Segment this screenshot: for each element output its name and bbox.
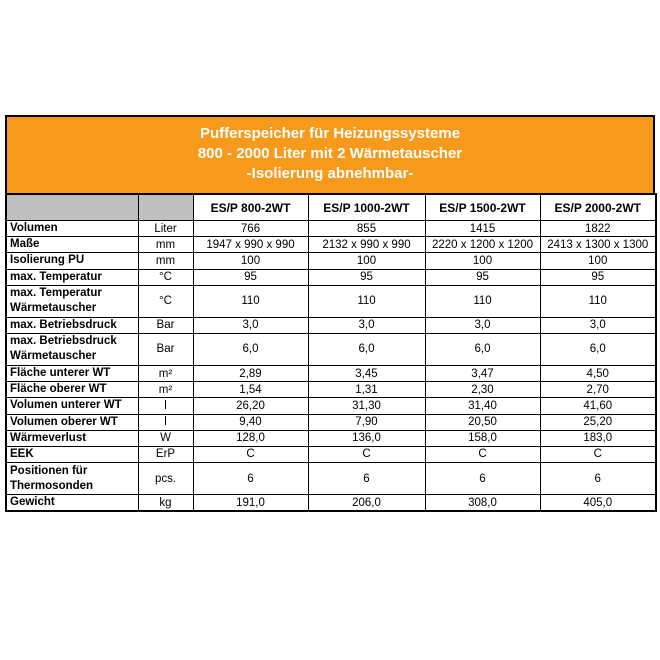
table-cell: 41,60 [540, 398, 656, 414]
row-label-line: Positionen für [10, 464, 88, 477]
row-unit: mm [138, 253, 193, 269]
table-cell: 31,30 [308, 398, 425, 414]
table-row [6, 382, 656, 398]
row-label-line: Fläche unterer WT [10, 367, 111, 380]
table-cell: 2,70 [540, 382, 656, 398]
table-cell: C [308, 446, 425, 462]
table-cell: 3,0 [540, 317, 656, 333]
table-row [6, 285, 656, 317]
column-header: ES/P 1500-2WT [425, 194, 540, 221]
table-cell: 26,20 [193, 398, 308, 414]
row-label [6, 495, 138, 512]
table-row [6, 221, 656, 237]
table-cell: 7,90 [308, 414, 425, 430]
row-label-line: Thermosonden [10, 479, 94, 492]
table-cell: 110 [425, 285, 540, 317]
table-cell: 191,0 [193, 495, 308, 512]
table-cell: 3,0 [425, 317, 540, 333]
row-unit: pcs. [138, 463, 193, 495]
table-cell: 136,0 [308, 430, 425, 446]
table-cell: 1,54 [193, 382, 308, 398]
table-cell: 1822 [540, 221, 656, 237]
table-row [6, 495, 656, 512]
table-cell: 308,0 [425, 495, 540, 512]
table-cell: 2,89 [193, 365, 308, 381]
row-label-line: EEK [10, 447, 34, 460]
header-row [6, 194, 656, 221]
row-label [6, 317, 138, 333]
table-row [6, 398, 656, 414]
spec-table [5, 193, 657, 512]
table-cell: 1,31 [308, 382, 425, 398]
table-cell: 6 [308, 463, 425, 495]
table-cell: 206,0 [308, 495, 425, 512]
table-cell: 95 [540, 269, 656, 285]
table-cell: 3,47 [425, 365, 540, 381]
row-unit: Bar [138, 333, 193, 365]
row-unit: m² [138, 382, 193, 398]
row-unit: mm [138, 237, 193, 253]
row-label-line: Wärmetauscher [10, 302, 97, 315]
row-label-line: Wärmeverlust [10, 431, 87, 444]
table-row [6, 446, 656, 462]
table-row [6, 463, 656, 495]
table-cell: 3,0 [193, 317, 308, 333]
row-label-line: max. Betriebsdruck [10, 318, 117, 331]
title-banner [5, 115, 655, 193]
table-cell: 158,0 [425, 430, 540, 446]
row-label [6, 430, 138, 446]
row-label [6, 446, 138, 462]
column-header: ES/P 800-2WT [193, 194, 308, 221]
row-label-line: max. Temperatur [10, 287, 102, 300]
table-row [6, 269, 656, 285]
row-label [6, 382, 138, 398]
row-label [6, 398, 138, 414]
table-cell: 2,30 [425, 382, 540, 398]
row-label [6, 237, 138, 253]
row-unit: kg [138, 495, 193, 512]
header-label-cell [6, 194, 138, 221]
table-cell: 9,40 [193, 414, 308, 430]
row-unit: Bar [138, 317, 193, 333]
row-label [6, 365, 138, 381]
table-cell: 2413 x 1300 x 1300 [540, 237, 656, 253]
table-cell: 95 [308, 269, 425, 285]
row-unit: °C [138, 269, 193, 285]
row-unit: °C [138, 285, 193, 317]
table-cell: 183,0 [540, 430, 656, 446]
row-label-line: Maße [10, 238, 40, 251]
table-row [6, 317, 656, 333]
table-cell: C [425, 446, 540, 462]
table-cell: 6 [193, 463, 308, 495]
table-cell: 6,0 [425, 333, 540, 365]
row-label-line: Isolierung PU [10, 254, 85, 267]
row-label-line: max. Temperatur [10, 270, 102, 283]
title-line-1: Pufferspeicher für Heizungssysteme [199, 125, 461, 142]
header-unit-cell [138, 194, 193, 221]
row-label-line: Wärmetauscher [10, 350, 97, 363]
table-cell: C [540, 446, 656, 462]
table-cell: 110 [193, 285, 308, 317]
table-cell: 100 [425, 253, 540, 269]
row-unit: Liter [138, 221, 193, 237]
row-label-line: max. Betriebsdruck [10, 335, 117, 348]
table-row [6, 333, 656, 365]
table-cell: 1415 [425, 221, 540, 237]
table-cell: 128,0 [193, 430, 308, 446]
table-cell: 25,20 [540, 414, 656, 430]
table-cell: 100 [308, 253, 425, 269]
table-row [6, 253, 656, 269]
row-label [6, 221, 138, 237]
table-cell: 855 [308, 221, 425, 237]
row-label [6, 285, 138, 317]
row-unit: m² [138, 365, 193, 381]
row-label [6, 414, 138, 430]
table-cell: 6 [425, 463, 540, 495]
row-label-line: Volumen unterer WT [10, 399, 122, 412]
column-header: ES/P 2000-2WT [540, 194, 656, 221]
row-unit: W [138, 430, 193, 446]
spec-sheet [5, 115, 655, 512]
table-cell: 6 [540, 463, 656, 495]
row-label [6, 253, 138, 269]
row-unit: l [138, 414, 193, 430]
row-unit: l [138, 398, 193, 414]
table-cell: 20,50 [425, 414, 540, 430]
row-label-line: Fläche oberer WT [10, 383, 107, 396]
column-header: ES/P 1000-2WT [308, 194, 425, 221]
table-cell: 405,0 [540, 495, 656, 512]
table-cell: 110 [540, 285, 656, 317]
title-line-3: -Isolierung abnehmbar- [246, 165, 414, 182]
row-label [6, 333, 138, 365]
table-cell: 31,40 [425, 398, 540, 414]
table-cell: 6,0 [193, 333, 308, 365]
table-cell: 3,0 [308, 317, 425, 333]
table-cell: 95 [425, 269, 540, 285]
table-cell: 6,0 [308, 333, 425, 365]
title-line-2: 800 - 2000 Liter mit 2 Wärmetauscher [197, 145, 463, 162]
row-label [6, 463, 138, 495]
table-row [6, 430, 656, 446]
row-label-line: Volumen [10, 222, 58, 235]
table-cell: 766 [193, 221, 308, 237]
table-cell: 6,0 [540, 333, 656, 365]
row-label-line: Gewicht [10, 496, 55, 509]
table-cell: 100 [193, 253, 308, 269]
table-cell: 2132 x 990 x 990 [308, 237, 425, 253]
table-row [6, 414, 656, 430]
row-label [6, 269, 138, 285]
row-unit: ErP [138, 446, 193, 462]
table-cell: 4,50 [540, 365, 656, 381]
table-row [6, 365, 656, 381]
table-cell: C [193, 446, 308, 462]
table-cell: 2220 x 1200 x 1200 [425, 237, 540, 253]
table-cell: 1947 x 990 x 990 [193, 237, 308, 253]
table-cell: 3,45 [308, 365, 425, 381]
table-cell: 100 [540, 253, 656, 269]
table-cell: 95 [193, 269, 308, 285]
row-label-line: Volumen oberer WT [10, 415, 118, 428]
table-cell: 110 [308, 285, 425, 317]
table-row [6, 237, 656, 253]
